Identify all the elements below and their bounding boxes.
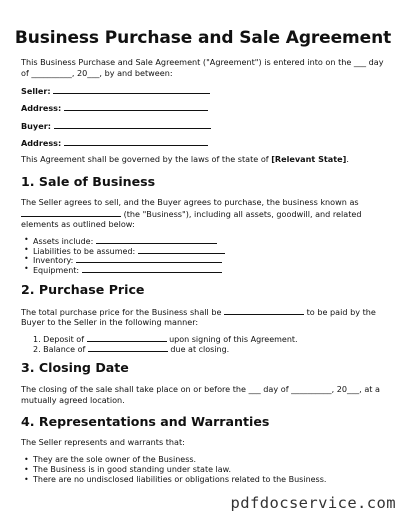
address-field-2 [21, 137, 208, 150]
bullet-icon: • [24, 465, 29, 474]
watermark: pdfdocservice.com [230, 494, 396, 512]
seller-blank [53, 85, 210, 94]
bullet-icon: • [24, 264, 29, 273]
list-item-label: Inventory: [33, 256, 74, 265]
list-item [24, 475, 327, 485]
list-item-text: They are the sole owner of the Business. [33, 455, 197, 464]
governing-prefix: This Agreement shall be governed by the laws of the state of [21, 154, 272, 164]
section-4-heading: 4. Representations and Warranties [21, 414, 270, 429]
address-blank-1 [64, 102, 208, 111]
deposit-after: upon signing of this Agreement. [166, 335, 298, 344]
section-2-line-1-after: to be paid by the [304, 307, 376, 317]
address-label-1: Address: [21, 103, 62, 113]
assets-blank [96, 235, 217, 244]
balance-after: due at closing. [167, 345, 230, 354]
liabilities-blank [138, 245, 225, 254]
list-item-label: Equipment: [33, 266, 80, 275]
governing-state: [Relevant State] [271, 154, 347, 164]
bullet-icon: • [24, 455, 29, 464]
inventory-blank [76, 254, 222, 263]
bullet-icon: • [24, 235, 29, 244]
address-label-2: Address: [21, 138, 62, 148]
seller-label: Seller: [21, 86, 51, 96]
section-1-line-2-text: (the "Business"), including all assets, goodwill, and related [121, 209, 362, 219]
business-name-blank [21, 208, 121, 217]
balance-before: 2. Balance of [33, 345, 88, 354]
buyer-field [21, 120, 211, 133]
address-blank-2 [64, 137, 208, 146]
buyer-label: Buyer: [21, 121, 51, 131]
list-item [33, 343, 229, 355]
section-4-intro: The Seller represents and warrants that: [21, 437, 185, 447]
bullet-icon: • [24, 475, 29, 484]
section-3-line-1: The closing of the sale shall take place on or before the ___ day of __________, 20___, at a [21, 384, 380, 394]
equipment-blank [82, 264, 222, 273]
bullet-icon: • [24, 245, 29, 254]
section-2-heading: 2. Purchase Price [21, 282, 145, 297]
purchase-price-blank [224, 306, 304, 315]
list-item [24, 264, 222, 276]
intro-line-1: This Business Purchase and Sale Agreement ("Agreement") is entered into on the ___ day [21, 57, 384, 67]
intro-line-2: of __________, 20___, by and between: [21, 68, 173, 78]
buyer-blank [54, 120, 211, 129]
section-1-heading: 1. Sale of Business [21, 174, 156, 189]
list-item [24, 455, 197, 465]
section-3-heading: 3. Closing Date [21, 360, 129, 375]
deposit-before: 1. Deposit of [33, 335, 87, 344]
section-3-line-2: mutually agreed location. [21, 395, 125, 405]
document-title: Business Purchase and Sale Agreement [14, 28, 392, 48]
governing-law-line [21, 154, 349, 166]
bullet-icon: • [24, 254, 29, 263]
section-2-line-1-before: The total purchase price for the Business shall be [21, 307, 225, 317]
governing-suffix: . [346, 154, 349, 164]
list-item-label: Liabilities to be assumed: [33, 247, 136, 256]
seller-field [21, 85, 210, 98]
list-item [24, 465, 232, 475]
address-field-1 [21, 102, 208, 115]
list-item-text: There are no undisclosed liabilities or obligations related to the Business. [33, 475, 327, 484]
balance-blank [88, 343, 168, 352]
deposit-blank [87, 333, 167, 342]
list-item-text: The Business is in good standing under state law. [33, 465, 232, 474]
section-2-line-2: Buyer to the Seller in the following manner: [21, 317, 199, 327]
section-1-line-1: The Seller agrees to sell, and the Buyer agrees to purchase, the business known as [21, 197, 359, 207]
list-item-label: Assets include: [33, 237, 94, 246]
section-1-line-3: elements as outlined below: [21, 219, 135, 229]
